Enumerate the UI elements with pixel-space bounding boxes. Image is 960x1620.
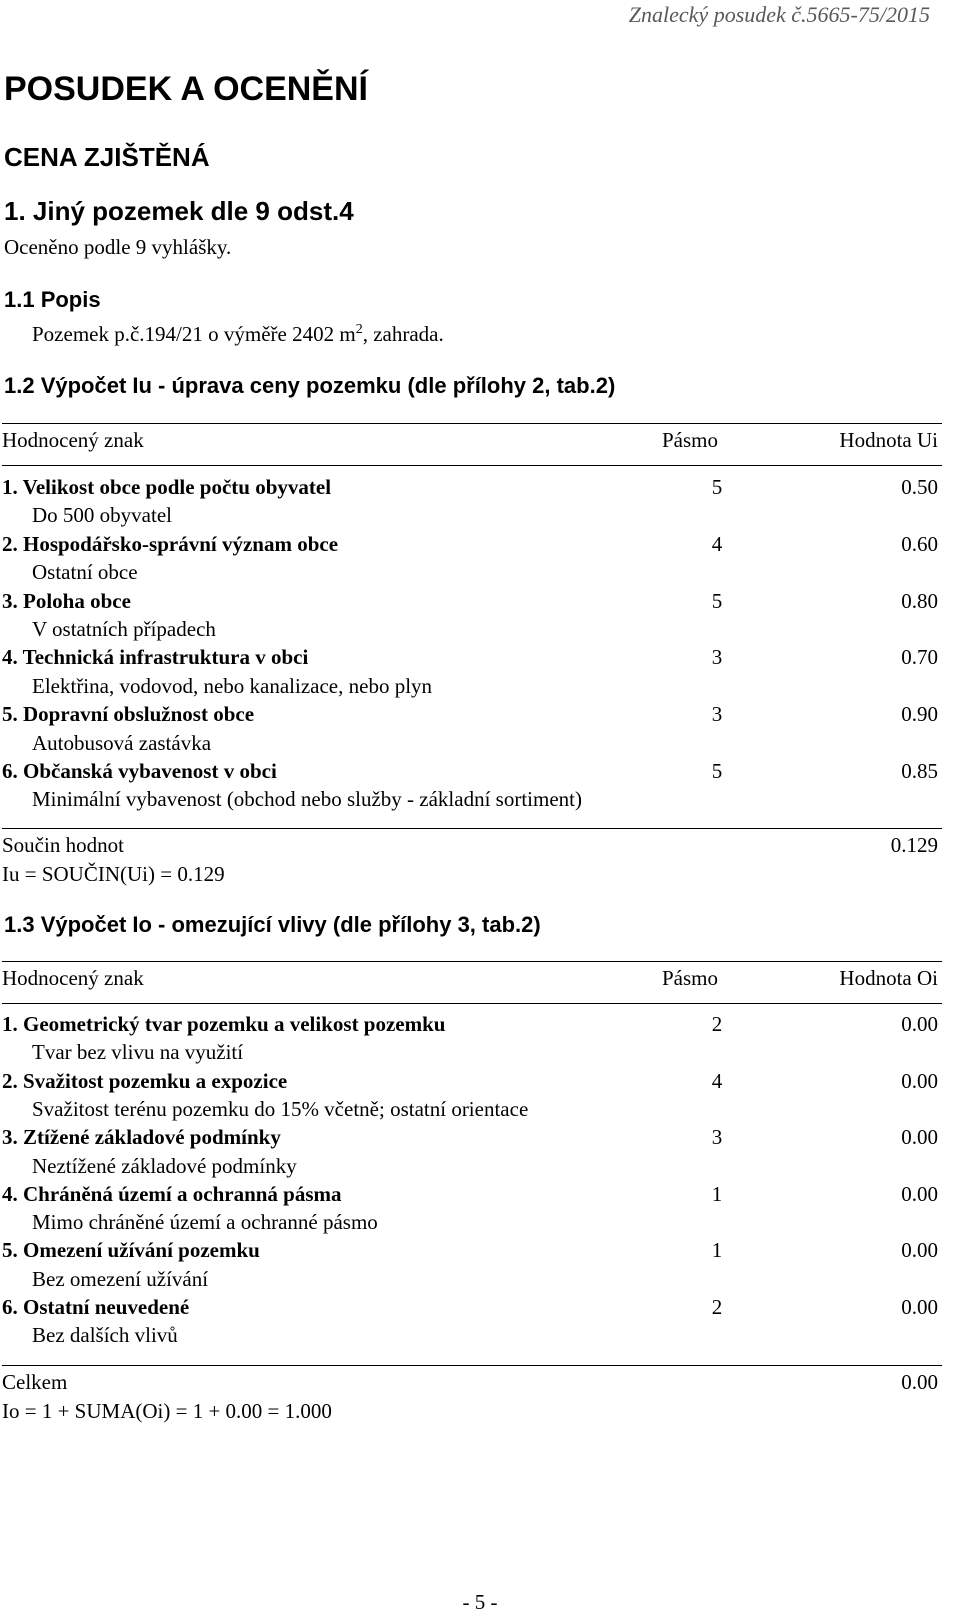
criterion-description: V ostatních případech (32, 617, 216, 641)
io-header-row (2, 966, 942, 996)
criterion-row (2, 1125, 942, 1155)
criterion-row (2, 1182, 942, 1212)
criterion-description: Svažitost terénu pozemku do 15% včetně; ostatní orientace (32, 1096, 529, 1121)
io-col-value: Hodnota Oi (839, 966, 938, 990)
criterion-band: 3 (711, 702, 723, 727)
criterion-value: 0.50 (901, 475, 938, 499)
io-top-rule (2, 961, 942, 962)
criterion-description-row (2, 674, 942, 704)
criterion-row (2, 532, 942, 562)
criterion-name: 5. Dopravní obslužnost obce (2, 702, 255, 727)
page-number: - 5 - (462, 1590, 498, 1614)
description-heading: 1.1 Popis (4, 287, 101, 312)
criterion-row (2, 645, 942, 675)
criterion-name: 3. Ztížené základové podmínky (2, 1125, 281, 1150)
criterion-value: 0.70 (901, 645, 938, 670)
description-text (32, 322, 444, 347)
criterion-row (2, 1238, 942, 1268)
iu-total-row (2, 833, 942, 863)
criterion-name: 6. Ostatní neuvedené (2, 1295, 190, 1319)
io-total-label: Celkem (2, 1370, 68, 1394)
criterion-band: 5 (711, 475, 723, 499)
criterion-value: 0.85 (901, 759, 938, 783)
document-reference: Znalecký posudek č.5665-75/2015 (628, 2, 930, 27)
criterion-value: 0.00 (901, 1238, 938, 1263)
criterion-band: 5 (711, 759, 723, 783)
criterion-name: 3. Poloha obce (2, 588, 131, 613)
criterion-description-row (2, 787, 942, 817)
criterion-row (2, 1295, 942, 1325)
criterion-row (2, 475, 942, 505)
iu-top-rule (2, 423, 942, 424)
criterion-band: 4 (711, 531, 723, 556)
io-total-value: 0.00 (901, 1370, 938, 1394)
criterion-description: Minimální vybavenost (obchod nebo služby - základní sortiment) (32, 787, 582, 812)
criterion-description-row (2, 503, 942, 533)
criterion-description-row (2, 560, 942, 590)
criterion-band: 3 (711, 645, 723, 670)
superscript-2: 2 (355, 322, 363, 337)
criterion-row (2, 702, 942, 732)
section-heading: 1. Jiný pozemek dle 9 odst.4 (4, 196, 354, 226)
criterion-name: 1. Geometrický tvar pozemku a velikost pozemku (2, 1012, 446, 1036)
criterion-band: 1 (711, 1181, 723, 1206)
io-formula: Io = 1 + SUMA(Oi) = 1 + 0.00 = 1.000 (2, 1399, 332, 1423)
iu-formula-row (2, 862, 942, 892)
criterion-description: Autobusová zastávka (32, 730, 212, 755)
iu-total-label: Součin hodnot (2, 833, 124, 857)
criterion-description: Bez dalších vlivů (32, 1323, 178, 1348)
iu-total-value: 0.129 (890, 833, 938, 857)
criterion-description: Tvar bez vlivu na využití (32, 1040, 244, 1065)
criterion-name: 5. Omezení užívání pozemku (2, 1238, 260, 1263)
criterion-description: Neztížené základové podmínky (32, 1153, 297, 1178)
criterion-band: 2 (711, 1012, 723, 1036)
io-header-rule (2, 1003, 942, 1004)
criterion-row (2, 1012, 942, 1042)
criterion-description-row (2, 1097, 942, 1127)
io-formula-row (2, 1399, 942, 1429)
criterion-band: 3 (711, 1125, 723, 1150)
criterion-description: Do 500 obyvatel (32, 503, 172, 528)
iu-col-band: Pásmo (662, 428, 719, 452)
criterion-row (2, 1069, 942, 1099)
criterion-value: 0.80 (901, 588, 938, 613)
page-subtitle: CENA ZJIŠTĚNÁ (4, 142, 210, 172)
criterion-band: 5 (711, 588, 723, 613)
criterion-value: 0.00 (901, 1181, 938, 1206)
iu-header-row (2, 428, 942, 458)
criterion-value: 0.00 (901, 1012, 938, 1036)
criterion-row (2, 589, 942, 619)
criterion-band: 2 (711, 1295, 723, 1319)
criterion-value: 0.90 (901, 702, 938, 727)
criterion-description: Bez omezení užívání (32, 1266, 209, 1291)
criterion-description-row (2, 617, 942, 647)
io-col-band: Pásmo (662, 966, 719, 990)
criterion-name: 2. Svažitost pozemku a expozice (2, 1068, 288, 1093)
criterion-band: 1 (711, 1238, 723, 1263)
criterion-description-row (2, 731, 942, 761)
io-col-name: Hodnocený znak (2, 966, 144, 990)
criterion-description-row (2, 1210, 942, 1240)
criterion-description: Ostatní obce (32, 560, 138, 585)
criterion-name: 1. Velikost obce podle počtu obyvatel (2, 475, 332, 499)
iu-total-rule (2, 828, 942, 829)
criterion-value: 0.60 (901, 531, 938, 556)
description-text-tail: , zahrada. (362, 322, 444, 346)
criterion-description: Elektřina, vodovod, nebo kanalizace, nebo plyn (32, 673, 433, 698)
criterion-value: 0.00 (901, 1068, 938, 1093)
io-heading: 1.3 Výpočet Io - omezující vlivy (dle přílohy 3, tab.2) (4, 912, 541, 937)
iu-col-name: Hodnocený znak (2, 428, 144, 452)
criterion-name: 6. Občanská vybavenost v obci (2, 759, 277, 783)
method-note: Oceněno podle 9 vyhlášky. (4, 235, 232, 259)
io-total-row (2, 1370, 942, 1400)
criterion-description-row (2, 1323, 942, 1353)
criterion-name: 2. Hospodářsko-správní význam obce (2, 531, 339, 556)
description-text-main: Pozemek p.č.194/21 o výměře 2402 m (32, 322, 356, 346)
criterion-band: 4 (711, 1068, 723, 1093)
criterion-description-row (2, 1154, 942, 1184)
iu-col-value: Hodnota Ui (839, 428, 938, 452)
criterion-description-row (2, 1040, 942, 1070)
iu-formula: Iu = SOUČIN(Ui) = 0.129 (2, 862, 225, 886)
criterion-description-row (2, 1267, 942, 1297)
criterion-description: Mimo chráněné území a ochranné pásmo (32, 1210, 378, 1235)
criterion-name: 4. Technická infrastruktura v obci (2, 645, 309, 670)
criterion-row (2, 759, 942, 789)
io-total-rule (2, 1365, 942, 1366)
iu-header-rule (2, 465, 942, 466)
page-title: POSUDEK A OCENĚNÍ (4, 70, 368, 108)
criterion-name: 4. Chráněná území a ochranná pásma (2, 1181, 342, 1206)
iu-heading: 1.2 Výpočet Iu - úprava ceny pozemku (dle přílohy 2, tab.2) (4, 373, 616, 398)
criterion-value: 0.00 (901, 1295, 938, 1319)
criterion-value: 0.00 (901, 1125, 938, 1150)
